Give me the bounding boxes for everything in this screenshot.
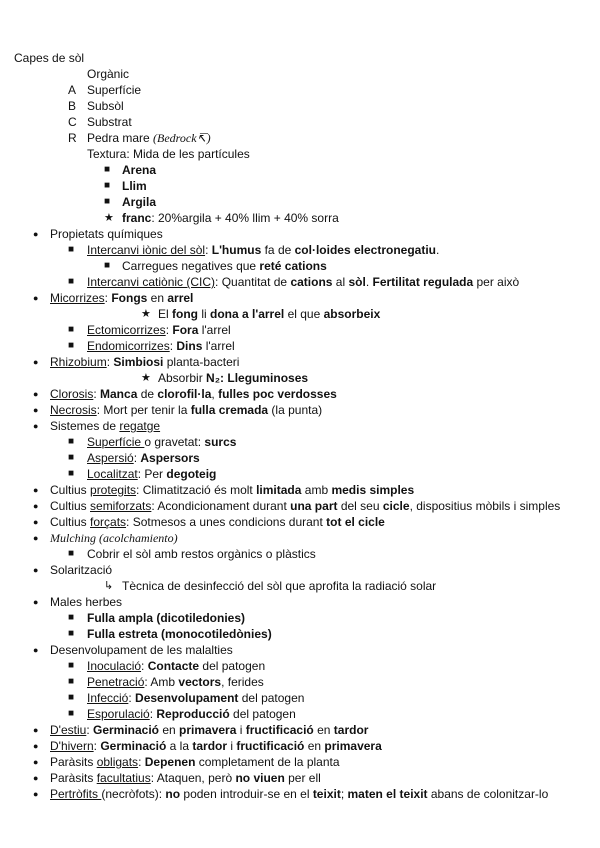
bold-fragment: N₂: Lleguminoses	[206, 371, 309, 385]
doc-title: Capes de sòl	[14, 51, 85, 65]
text-fragment: (la punta)	[268, 403, 323, 417]
bullet-icon: ●	[33, 645, 39, 655]
text-fragment: :	[104, 291, 112, 305]
text-fragment: , ferides	[221, 675, 264, 689]
square-bullet-icon: ■	[104, 260, 111, 271]
text-fragment: poden introduir-se en el	[180, 787, 313, 801]
inoculacio-term: Inoculació	[87, 659, 142, 673]
males-herbes-heading: Males herbes	[50, 595, 123, 609]
text-fragment: : Mort per tenir la	[96, 403, 191, 417]
bold-fragment: Fongs	[111, 291, 148, 305]
bold-fragment: absorbeix	[323, 307, 381, 321]
text-fragment: :	[86, 723, 93, 737]
square-bullet-icon: ■	[68, 660, 75, 671]
ecto-term: Ectomicorrizes	[87, 323, 166, 337]
micorrizes-line	[50, 290, 193, 306]
bullet-icon: ●	[33, 773, 39, 783]
clorosis-line	[50, 386, 337, 402]
localitzat-line	[87, 466, 216, 482]
solaritzacio-sub: Tècnica de desinfecció del sòl que aprofita la radiació solar	[122, 579, 437, 593]
text-fragment: Paràsits	[50, 771, 97, 785]
text-fragment: l'arrel	[198, 323, 231, 337]
bold-fragment: fong	[172, 307, 199, 321]
esporulacio-term: Esporulació	[87, 707, 150, 721]
bullet-icon: ●	[33, 421, 39, 431]
semiforzats-term: semiforzats	[90, 499, 152, 513]
pertrofits-line	[50, 786, 548, 802]
infeccio-term: Infecció	[87, 691, 129, 705]
text-fragment: planta-bacteri	[163, 355, 240, 369]
layer-letter-r: R	[68, 131, 77, 145]
bold-fragment: fulla cremada	[190, 403, 269, 417]
cic-sub-line	[122, 258, 327, 274]
text-fragment: ,	[211, 387, 219, 401]
square-bullet-icon: ■	[68, 692, 75, 703]
surcs-line	[87, 434, 236, 450]
bold-fragment: Reproducció	[156, 707, 230, 721]
inoculacio-line	[87, 658, 265, 674]
bullet-icon: ●	[33, 789, 39, 799]
bold-fragment: teixit	[312, 787, 341, 801]
bullet-icon: ●	[33, 517, 39, 527]
bold-fragment: Aspersors	[140, 451, 200, 465]
bullet-icon: ●	[33, 597, 39, 607]
bold-fragment: tardor	[333, 723, 369, 737]
text-fragment: :	[138, 755, 145, 769]
bold-fragment: clorofil·la	[157, 387, 212, 401]
text-fragment: , dispositius mòbils i simples	[409, 499, 561, 513]
rhizobium-term: Rhizobium	[50, 355, 107, 369]
bold-fragment: Germinació	[92, 723, 160, 737]
star-icon: ★	[141, 308, 151, 320]
bold-fragment: degoteig	[166, 467, 217, 481]
text-fragment: abans de colonitzar-lo	[427, 787, 549, 801]
text-fragment: :	[141, 659, 148, 673]
bold-fragment: Depenen	[144, 755, 196, 769]
bullet-icon: ●	[33, 501, 39, 511]
text-fragment: .	[436, 243, 440, 257]
bold-fragment: Dins	[176, 339, 203, 353]
text-fragment: .	[365, 275, 373, 289]
square-bullet-icon: ■	[68, 276, 75, 287]
bold-fragment: sòl	[348, 275, 366, 289]
cultius-semiforzats-line	[50, 498, 560, 514]
bold-fragment: L'humus	[211, 243, 262, 257]
text-fragment: :	[93, 739, 101, 753]
bullet-icon: ●	[33, 405, 39, 415]
text-fragment: del seu	[337, 499, 383, 513]
square-bullet-icon: ■	[68, 612, 75, 623]
hivern-term: D'hivern	[50, 739, 94, 753]
bold-fragment: arrel	[167, 291, 194, 305]
text-fragment: per això	[473, 275, 520, 289]
square-bullet-icon: ■	[68, 340, 75, 351]
franc-label: franc	[122, 211, 152, 225]
bold-fragment: no viuen	[235, 771, 285, 785]
square-bullet-icon: ■	[68, 708, 75, 719]
bold-fragment: Fora	[172, 323, 199, 337]
bullet-icon: ●	[33, 357, 39, 367]
hivern-line	[50, 738, 382, 754]
bold-fragment: Simbiosi	[113, 355, 164, 369]
layer-letter-a: A	[68, 83, 77, 97]
text-fragment: :	[205, 243, 212, 257]
bold-fragment: Fertilitat regulada	[372, 275, 474, 289]
forcats-term: forçats	[90, 515, 127, 529]
text-fragment: : Ataquen, però	[150, 771, 236, 785]
text-fragment: de	[137, 387, 158, 401]
facultatius-term: facultatius	[96, 771, 151, 785]
bullet-icon: ●	[33, 725, 39, 735]
bold-fragment: Germinació	[100, 739, 167, 753]
obligats-term: obligats	[96, 755, 139, 769]
text-fragment: : Climatització és molt	[136, 483, 257, 497]
text-fragment: :	[133, 451, 141, 465]
bold-fragment: fructificació	[236, 739, 305, 753]
solaritzacio-heading: Solarització	[50, 563, 113, 577]
text-fragment: El	[158, 307, 173, 321]
text-fragment: per ell	[284, 771, 321, 785]
layer-a-text: Superfície	[87, 83, 142, 97]
bold-fragment: maten el teixit	[347, 787, 428, 801]
text-fragment: i	[227, 739, 237, 753]
bold-fragment: no	[165, 787, 181, 801]
infeccio-line	[87, 690, 304, 706]
bold-fragment: una part	[290, 499, 338, 513]
square-bullet-icon: ■	[68, 548, 75, 559]
text-fragment: :	[106, 355, 114, 369]
text-fragment: del patogen	[238, 691, 305, 705]
layer-r-line	[87, 130, 211, 146]
text-fragment: en	[313, 723, 334, 737]
texture-argila: Argila	[122, 195, 157, 209]
star-icon: ★	[104, 212, 114, 224]
bullet-icon: ●	[33, 533, 39, 543]
bold-fragment: cations	[290, 275, 333, 289]
text-fragment: Sistemes de	[50, 419, 120, 433]
penetracio-term: Penetració	[87, 675, 145, 689]
text-fragment: : Sotmesos a unes condicions durant	[126, 515, 327, 529]
text-fragment: o gravetat:	[144, 435, 205, 449]
esporulacio-line	[87, 706, 296, 722]
return-arrow-icon: ↳	[104, 580, 114, 592]
square-bullet-icon: ■	[68, 324, 75, 335]
bullet-icon: ●	[33, 389, 39, 399]
facultatius-line	[50, 770, 321, 786]
malalties-heading: Desenvolupament de les malalties	[50, 643, 233, 657]
text-fragment: del patogen	[199, 659, 266, 673]
propietats-heading: Propietats químiques	[50, 227, 163, 241]
text-fragment: fa de	[261, 243, 295, 257]
bold-fragment: cicle	[382, 499, 410, 513]
aspersio-line	[87, 450, 200, 466]
necrosis-line	[50, 402, 322, 418]
text-fragment: completament de la planta	[195, 755, 340, 769]
bold-fragment: vectors	[178, 675, 222, 689]
text-fragment: ;	[340, 787, 348, 801]
text-fragment: en	[159, 723, 180, 737]
square-bullet-icon: ■	[104, 164, 111, 175]
text-fragment: el que	[284, 307, 324, 321]
obligats-line	[50, 754, 340, 770]
cic-cationic-term: Intercanvi catiònic (CIC)	[87, 275, 216, 289]
text-fragment: :	[128, 691, 136, 705]
text-fragment: li	[198, 307, 211, 321]
mulching-sub: Cobrir el sòl amb restos orgànics o plàstics	[87, 547, 316, 561]
bold-fragment: fulles poc verdosses	[218, 387, 337, 401]
regatge-term: regatge	[119, 419, 161, 433]
layer-r-text: Pedra mare	[87, 131, 154, 145]
bold-fragment: medis simples	[331, 483, 415, 497]
text-fragment: Cultius	[50, 515, 91, 529]
fulla-estreta: Fulla estreta (monocotiledònies)	[87, 627, 272, 641]
bold-fragment: reté cations	[259, 259, 327, 273]
bold-fragment: Manca	[100, 387, 138, 401]
bold-fragment: Contacte	[147, 659, 200, 673]
cultius-protegits-line	[50, 482, 414, 498]
text-fragment: : Quantitat de	[215, 275, 291, 289]
text-fragment: Cultius	[50, 499, 91, 513]
cic-ionic-term: Intercanvi iònic del sòl	[87, 243, 206, 257]
bold-fragment: fructificació	[245, 723, 314, 737]
text-fragment: al	[332, 275, 349, 289]
micorrizes-sub-line	[158, 306, 380, 322]
penetracio-line	[87, 674, 264, 690]
clorosis-term: Clorosis	[50, 387, 94, 401]
text-fragment: : Amb	[144, 675, 179, 689]
square-bullet-icon: ■	[68, 452, 75, 463]
layer-letter-c: C	[68, 115, 77, 129]
layer-c-text: Substrat	[87, 115, 132, 129]
cic-cationic-line	[87, 274, 519, 290]
text-fragment: Carregues negatives que	[122, 259, 260, 273]
layer-b-text: Subsòl	[87, 99, 124, 113]
aspersio-term: Aspersió	[87, 451, 134, 465]
text-fragment: :	[93, 387, 101, 401]
square-bullet-icon: ■	[104, 180, 111, 191]
textura-line: Textura: Mida de les partícules	[87, 147, 250, 161]
bullet-icon: ●	[33, 741, 39, 751]
estiu-term: D'estiu	[50, 723, 87, 737]
text-fragment: del patogen	[229, 707, 296, 721]
layer-organic: Orgànic	[87, 67, 130, 81]
bold-fragment: surcs	[204, 435, 237, 449]
text-fragment: (necròfots):	[101, 787, 166, 801]
localitzat-term: Localitzat	[87, 467, 138, 481]
bold-fragment: col·loides electronegatiu	[294, 243, 436, 257]
texture-llim: Llim	[122, 179, 147, 193]
franc-composition: : 20%argila + 40% llim + 40% sorra	[151, 211, 339, 225]
surcs-term: Superfície	[87, 435, 145, 449]
rhizobium-sub-line	[158, 370, 308, 386]
text-fragment: : Per	[137, 467, 167, 481]
bullet-icon: ●	[33, 229, 39, 239]
text-fragment: amb	[301, 483, 332, 497]
bullet-icon: ●	[33, 293, 39, 303]
text-fragment: Cultius	[50, 483, 91, 497]
square-bullet-icon: ■	[68, 436, 75, 447]
text-fragment: Absorbir	[158, 371, 207, 385]
pertrofits-term: Pertròfits	[50, 787, 102, 801]
text-fragment: i	[236, 723, 246, 737]
endo-term: Endomicorrizes	[87, 339, 170, 353]
ecto-line	[87, 322, 231, 338]
estiu-line	[50, 722, 368, 738]
micorrizes-term: Micorrizes	[50, 291, 105, 305]
fulla-ampla: Fulla ampla (dicotiledonies)	[87, 611, 246, 625]
text-fragment: :	[169, 339, 177, 353]
text-fragment: :	[165, 323, 173, 337]
layer-letter-b: B	[68, 99, 77, 113]
star-icon: ★	[141, 372, 151, 384]
bedrock-note: (Bedrock↸)	[153, 131, 211, 145]
text-fragment: Paràsits	[50, 755, 97, 769]
necrosis-term: Necrosis	[50, 403, 97, 417]
bold-fragment: primavera	[179, 723, 237, 737]
texture-franc	[122, 210, 339, 226]
bold-fragment: tot el cicle	[326, 515, 385, 529]
text-fragment: a la	[166, 739, 193, 753]
text-fragment: :	[149, 707, 157, 721]
square-bullet-icon: ■	[68, 244, 75, 255]
regatge-line	[50, 418, 160, 434]
text-fragment: en	[147, 291, 168, 305]
rhizobium-line	[50, 354, 239, 370]
square-bullet-icon: ■	[104, 196, 111, 207]
square-bullet-icon: ■	[68, 628, 75, 639]
texture-arena: Arena	[122, 163, 157, 177]
bullet-icon: ●	[33, 757, 39, 767]
endo-line	[87, 338, 235, 354]
bullet-icon: ●	[33, 565, 39, 575]
protegits-term: protegits	[90, 483, 137, 497]
cic-ionic-line	[87, 242, 439, 258]
square-bullet-icon: ■	[68, 676, 75, 687]
bold-fragment: primavera	[324, 739, 382, 753]
text-fragment: en	[304, 739, 325, 753]
cultius-forcats-line	[50, 514, 385, 530]
bold-fragment: tardor	[192, 739, 228, 753]
bold-fragment: Desenvolupament	[135, 691, 239, 705]
bold-fragment: dona a l'arrel	[210, 307, 285, 321]
mulching-heading: Mulching (acolchamiento)	[50, 531, 178, 545]
text-fragment: l'arrel	[202, 339, 235, 353]
square-bullet-icon: ■	[68, 468, 75, 479]
bullet-icon: ●	[33, 485, 39, 495]
bold-fragment: limitada	[256, 483, 302, 497]
text-fragment: : Acondicionament durant	[151, 499, 291, 513]
